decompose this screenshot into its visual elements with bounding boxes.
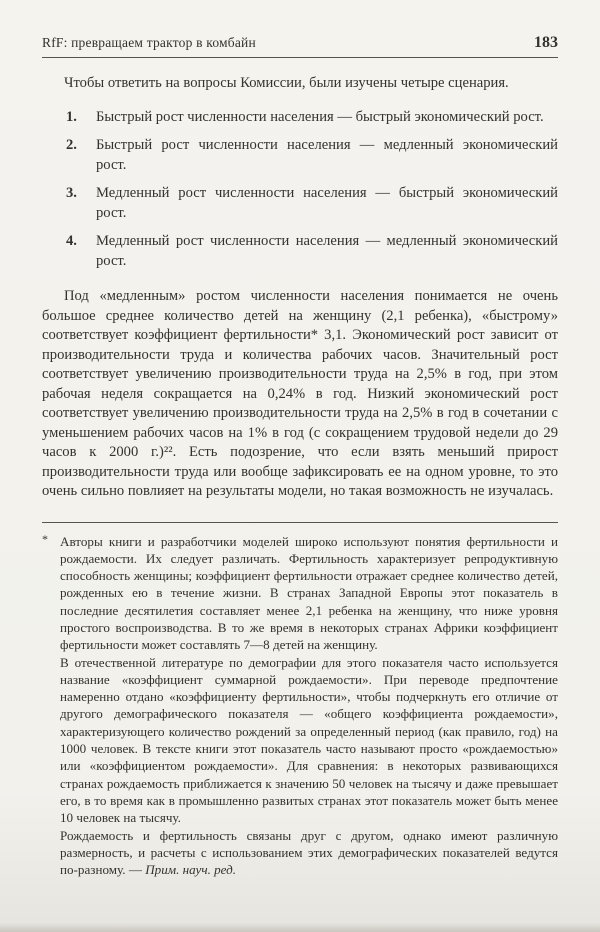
running-title: RfF: превращаем трактор в комбайн bbox=[42, 35, 256, 50]
footnote-marker: * bbox=[42, 531, 48, 546]
scenario-list bbox=[42, 108, 558, 272]
list-item-text: Медленный рост численности населения — медленный экономический рост. bbox=[96, 233, 558, 269]
list-item bbox=[42, 136, 558, 175]
intro-paragraph: Чтобы ответить на вопросы Комиссии, были изучены четыре сценария. bbox=[64, 75, 509, 91]
list-item-number: 4. bbox=[66, 233, 77, 249]
list-item-text: Медленный рост численности населения — быстрый экономический рост. bbox=[96, 185, 558, 221]
page-header bbox=[42, 34, 558, 58]
footnote-signature: Прим. науч. ред. bbox=[145, 862, 237, 878]
list-item-text: Быстрый рост численности населения — медленный экономический рост. bbox=[96, 137, 558, 173]
footnote bbox=[42, 533, 558, 879]
footnote-paragraph: В отечественной литературе по демографии для этого показателя часто используется название «коэффициент суммарной рождаемости». При переводе предпочтение намеренно отдано «коэффициенту фертильности», чтобы подчеркнуть его отличие от другого демографического показателя — «общего коэффициента рождаемости», характеризующего количество рождений за определенный период (как правило, год) на 1000 человек. В тексте книги этот показатель часто называют просто «рождаемостью» или «коэффициентом рождаемости». Для сравнения: в некоторых развивающихся странах рождаемость приближается к значению 50 человек на тысячу и даже превышает его, в то время как в промышленно развитых странах этот показатель может быть менее 10 человек на тысячу. bbox=[60, 654, 558, 826]
list-item bbox=[42, 108, 558, 128]
footnote-paragraph: Авторы книги и разработчики моделей широко используют понятия фертильности и рождаемости. Их следует различать. Фертильность характеризует репродуктивную способность женщины; коэффициент фертильности отражает среднее количество детей, рожденных ею в течение жизни. В странах Западной Европы этот показатель в последние десятилетия составляет менее 2,1 ребенка на женщину, что ниже уровня простого воспроизводства. В то же время в некоторых странах Африки коэффициент фертильности может составлять 7—8 детей на женщину. bbox=[60, 533, 558, 653]
list-item bbox=[42, 232, 558, 271]
list-item-text: Быстрый рост численности населения — быстрый экономический рост. bbox=[96, 108, 544, 125]
footnote-paragraph-text: Рождаемость и фертильность связаны друг с другом, однако имеют различную размерность, и расчеты с использованием этих демографических показателей ведутся по-разному. — bbox=[60, 827, 558, 878]
list-item bbox=[42, 184, 558, 223]
footnote-divider bbox=[42, 522, 558, 523]
body-paragraph: Под «медленным» ростом численности населения понимается не очень большое среднее количество детей на женщину (2,1 ребенка), «быстрому» соответствует коэффициент фертильности* 3,1. Экономический рост зависит от производительности труда и количества рабочих часов. Значительный рост соответствует увеличению производительности труда на 2,5% в год, при этом рабочая неделя сокращается на 0,24% в год. Низкий экономический рост соответствует увеличению производительности труда на 2,5% в год в сочетании с уменьшением рабочих часов на 1% в год (с сокращением трудовой недели до 29 часов к 2000 г.)²². Есть подозрение, что если взять меньший прирост производительности труда или вообще зафиксировать ее на одном уровне, то это очень сильно повлияет на результаты модели, но такая возможность не изучалась. bbox=[42, 288, 558, 499]
list-item-number: 3. bbox=[66, 185, 77, 201]
list-item-number: 1. bbox=[66, 108, 77, 125]
footnote-paragraph bbox=[60, 827, 558, 879]
list-item-number: 2. bbox=[66, 137, 77, 153]
page-number: 183 bbox=[534, 34, 558, 51]
